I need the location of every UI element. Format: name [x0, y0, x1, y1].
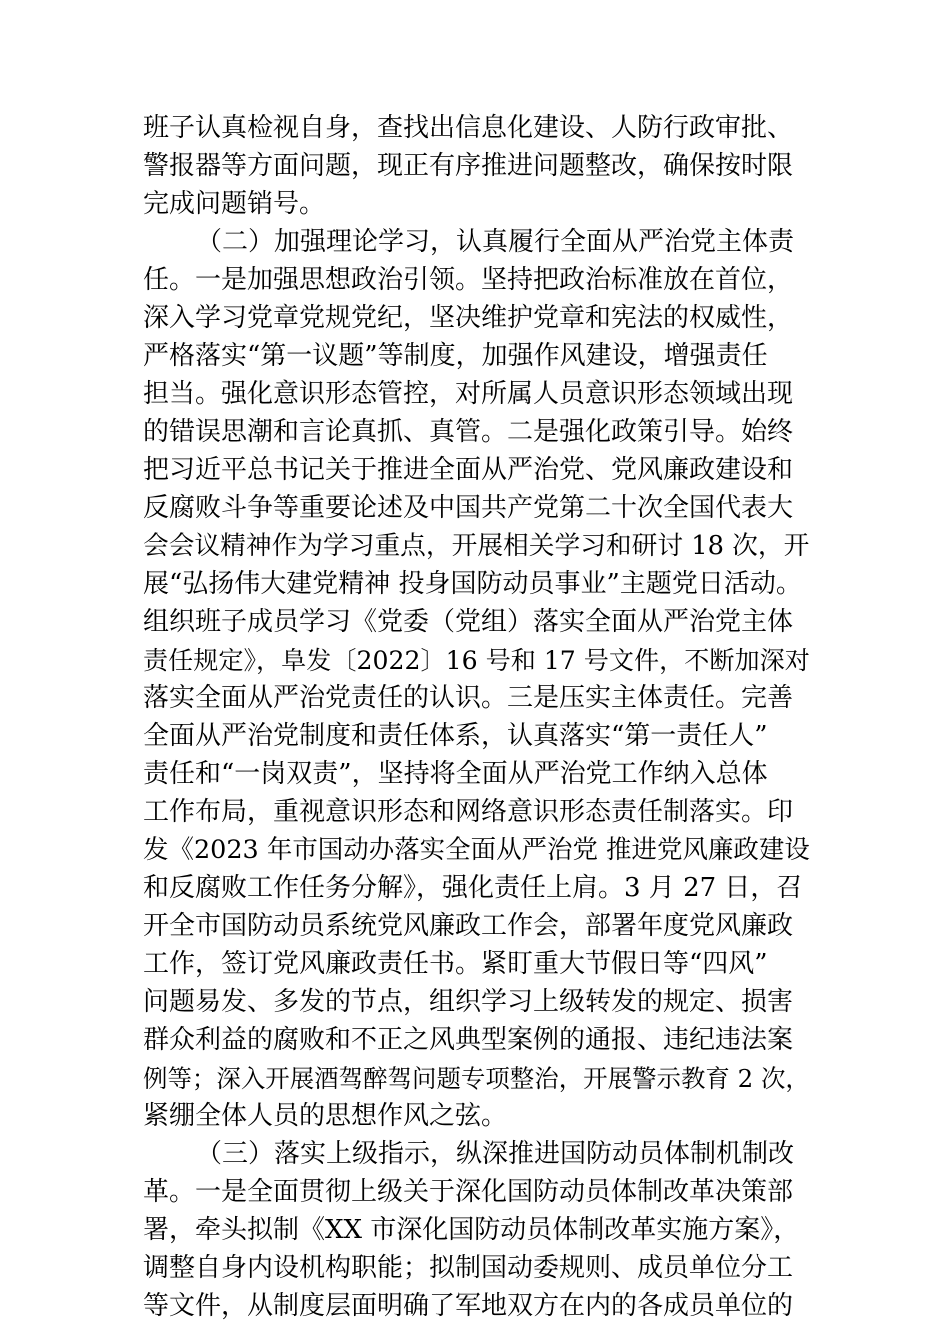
text-line: 责任规定》，阜发〔2022〕16 号和 17 号文件，不断加深对	[143, 646, 810, 675]
text-line: 等文件，从制度层面明确了军地双方在内的各成员单位的	[143, 1291, 794, 1321]
text-line: 严格落实“第一议题”等制度，加强作风建设，增强责任	[143, 341, 768, 371]
text-line: 担当。强化意识形态管控，对所属人员意识形态领域出现	[143, 379, 794, 409]
text-line: 责任和“一岗双责”，坚持将全面从严治党工作纳入总体	[143, 759, 768, 789]
text-line: 班子认真检视自身，查找出信息化建设、人防行政审批、	[143, 113, 794, 143]
text-line: 革。一是全面贯彻上级关于深化国防动员体制改革决策部	[143, 1177, 794, 1207]
text-line: 和反腐败工作任务分解》，强化责任上肩。3 月 27 日，召	[143, 873, 803, 903]
text-line: 调整自身内设机构职能；拟制国动委规则、成员单位分工	[143, 1253, 794, 1283]
text-line: 工作，签订党风廉政责任书。紧盯重大节假日等“四风”	[143, 949, 768, 979]
section-heading-line: （二）加强理论学习，认真履行全面从严治党主体责	[196, 227, 795, 257]
text-line: 深入学习党章党规党纪，坚决维护党章和宪法的权威性，	[143, 303, 794, 333]
text-line: 发《2023 年市国动办落实全面从严治党 推进党风廉政建设	[143, 835, 810, 865]
text-line: 落实全面从严治党责任的认识。三是压实主体责任。完善	[143, 683, 794, 713]
text-line: 的错误思潮和言论真抓、真管。二是强化政策引导。始终	[143, 417, 794, 447]
text-line: 完成问题销号。	[143, 189, 326, 219]
text-line: 署，牵头拟制《XX 市深化国防动员体制改革实施方案》，	[143, 1215, 800, 1245]
text-line: 开全市国防动员系统党风廉政工作会，部署年度党风廉政	[143, 911, 794, 941]
text-line: 把习近平总书记关于推进全面从严治党、党风廉政建设和	[143, 455, 794, 485]
text-line: 展“弘扬伟大建党精神 投身国防动员事业”主题党日活动。	[143, 569, 802, 599]
text-line: 工作布局，重视意识形态和网络意识形态责任制落实。印	[143, 797, 794, 827]
text-line: 全面从严治党制度和责任体系，认真落实“第一责任人”	[143, 721, 768, 751]
text-line: 任。一是加强思想政治引领。坚持把政治标准放在首位，	[143, 265, 794, 295]
section-heading-line: （三）落实上级指示，纵深推进国防动员体制机制改	[196, 1139, 795, 1169]
text-line: 问题易发、多发的节点，组织学习上级转发的规定、损害	[143, 987, 794, 1017]
text-line: 例等；深入开展酒驾醉驾问题专项整治，开展警示教育 2 次，	[143, 1064, 810, 1093]
text-line: 警报器等方面问题，现正有序推进问题整改，确保按时限	[143, 151, 794, 181]
text-line: 紧绷全体人员的思想作风之弦。	[143, 1101, 508, 1131]
text-line: 会会议精神作为学习重点，开展相关学习和研讨 18 次，开	[143, 531, 810, 561]
text-line: 反腐败斗争等重要论述及中国共产党第二十次全国代表大	[143, 493, 794, 523]
text-line: 组织班子成员学习《党委（党组）落实全面从严治党主体	[143, 607, 794, 637]
text-line: 群众利益的腐败和不正之风典型案例的通报、违纪违法案	[143, 1025, 794, 1055]
